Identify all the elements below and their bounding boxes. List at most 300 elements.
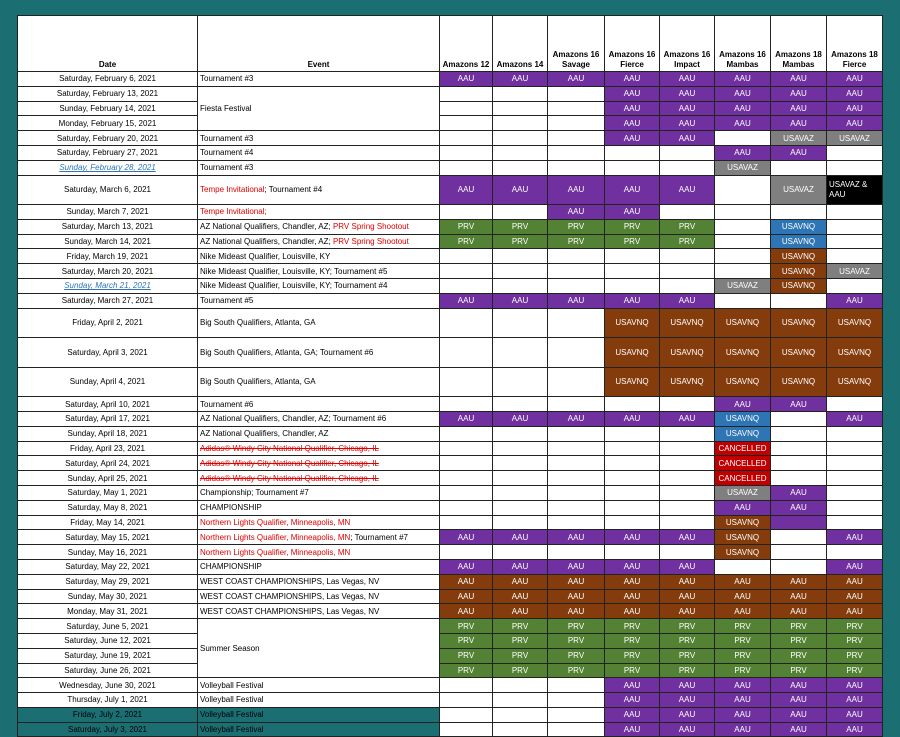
- status-label: AAU: [457, 606, 475, 616]
- team-status-cell: [827, 86, 883, 101]
- table-row: [18, 441, 883, 456]
- status-label: USAVNQ: [670, 318, 704, 328]
- status-label: AAU: [567, 207, 585, 217]
- status-label: AAU: [734, 695, 751, 705]
- team-status-cell: [660, 648, 715, 663]
- event-cell: [198, 205, 440, 220]
- event-text: PRV Spring Shootout: [332, 237, 409, 247]
- status-label: PRV: [623, 651, 641, 661]
- team-status-cell: [548, 397, 605, 412]
- team-status-cell: [440, 308, 493, 338]
- status-label: AAU: [623, 296, 641, 306]
- table-row: [18, 678, 883, 693]
- team-status-cell: [827, 678, 883, 693]
- date-cell: Saturday, March 13, 2021: [18, 219, 198, 234]
- status-label: PRV: [790, 651, 807, 661]
- date-cell: Saturday, May 22, 2021: [18, 559, 198, 574]
- team-status-cell: [440, 86, 493, 101]
- status-label: PRV: [623, 237, 641, 247]
- status-label: AAU: [846, 532, 863, 542]
- team-status-cell: [548, 604, 605, 619]
- status-label: PRV: [678, 237, 696, 247]
- date-cell: Saturday, March 27, 2021: [18, 293, 198, 308]
- status-label: AAU: [846, 562, 863, 572]
- header-amazons-16-savage: Amazons 16 Savage: [548, 16, 605, 72]
- team-status-cell: [493, 441, 548, 456]
- date-cell: Sunday, May 30, 2021: [18, 589, 198, 604]
- team-status-cell: [605, 663, 660, 678]
- table-row: [18, 426, 883, 441]
- status-label: PRV: [457, 237, 475, 247]
- team-status-cell: [660, 530, 715, 545]
- table-row: [18, 397, 883, 412]
- team-status-cell: [548, 205, 605, 220]
- team-status-cell: [660, 397, 715, 412]
- team-status-cell: [493, 589, 548, 604]
- team-status-cell: [493, 485, 548, 500]
- team-status-cell: [493, 145, 548, 160]
- date-cell: Sunday, May 16, 2021: [18, 545, 198, 560]
- team-status-cell: [493, 604, 548, 619]
- team-status-cell: [771, 160, 827, 175]
- event-text: ; Tournament #4: [264, 185, 323, 195]
- status-label: AAU: [846, 74, 863, 84]
- event-cell: [198, 249, 440, 264]
- status-label: AAU: [846, 710, 863, 720]
- status-label: AAU: [790, 399, 807, 409]
- table-row: [18, 160, 883, 175]
- table-row: [18, 411, 883, 426]
- event-cell: [198, 530, 440, 545]
- date-cell: Monday, February 15, 2021: [18, 116, 198, 131]
- status-label: AAU: [567, 532, 585, 542]
- status-label: AAU: [567, 577, 585, 587]
- status-label: PRV: [734, 636, 751, 646]
- team-status-cell: [771, 249, 827, 264]
- team-status-cell: [548, 441, 605, 456]
- status-label: USAVNQ: [725, 377, 760, 387]
- status-label: PRV: [457, 222, 475, 232]
- date-cell: Saturday, May 1, 2021: [18, 485, 198, 500]
- status-label: AAU: [846, 725, 863, 735]
- date-cell: Saturday, February 27, 2021: [18, 145, 198, 160]
- event-text: Tempe Invitational: [200, 185, 265, 195]
- team-status-cell: [605, 574, 660, 589]
- team-status-cell: [827, 471, 883, 486]
- status-label: PRV: [511, 621, 529, 631]
- table-row: [18, 249, 883, 264]
- team-status-cell: [440, 160, 493, 175]
- status-label: USAVNQ: [725, 414, 760, 424]
- team-status-cell: [827, 308, 883, 338]
- team-status-cell: [605, 619, 660, 634]
- team-status-cell: [493, 131, 548, 146]
- team-status-cell: [440, 663, 493, 678]
- date-cell: Saturday, July 3, 2021: [18, 722, 198, 737]
- team-status-cell: [548, 234, 605, 249]
- status-label: AAU: [567, 74, 585, 84]
- header-row: [18, 16, 883, 72]
- team-status-cell: [771, 648, 827, 663]
- team-status-cell: [440, 293, 493, 308]
- team-status-cell: [660, 367, 715, 397]
- status-label: USAVNQ: [837, 347, 872, 357]
- team-status-cell: [548, 515, 605, 530]
- status-label: PRV: [567, 237, 585, 247]
- status-label: USAVNQ: [725, 429, 760, 439]
- table-row: [18, 116, 883, 131]
- header-amazons-18-mambas: Amazons 18 Mambas: [771, 16, 827, 72]
- date-cell: Saturday, February 6, 2021: [18, 72, 198, 87]
- status-label: AAU: [790, 725, 807, 735]
- team-status-cell: [660, 663, 715, 678]
- team-status-cell: [660, 160, 715, 175]
- event-text: Nike Mideast Qualifier, Louisville, KY; Tournament #4: [200, 281, 388, 291]
- team-status-cell: [660, 574, 715, 589]
- team-status-cell: [605, 397, 660, 412]
- team-status-cell: [440, 72, 493, 87]
- team-status-cell: [715, 648, 771, 663]
- team-status-cell: [660, 219, 715, 234]
- status-label: AAU: [846, 103, 863, 113]
- status-label: CANCELLED: [718, 458, 767, 468]
- event-cell: [198, 559, 440, 574]
- status-label: AAU: [734, 74, 751, 84]
- team-status-cell: [715, 545, 771, 560]
- team-status-cell: [771, 633, 827, 648]
- team-status-cell: [548, 485, 605, 500]
- team-status-cell: [440, 722, 493, 737]
- status-label: AAU: [567, 562, 585, 572]
- status-label: AAU: [457, 577, 475, 587]
- event-text: Nike Mideast Qualifier, Louisville, KY: [200, 251, 331, 261]
- status-label: USAVNQ: [781, 251, 816, 261]
- team-status-cell: [605, 279, 660, 294]
- event-cell: [198, 426, 440, 441]
- team-status-cell: [605, 308, 660, 338]
- event-text: Volleyball Festival: [200, 695, 264, 705]
- header-amazons-14: Amazons 14: [493, 16, 548, 72]
- team-status-cell: [440, 456, 493, 471]
- team-status-cell: [660, 722, 715, 737]
- event-cell: [198, 693, 440, 708]
- status-label: CANCELLED: [718, 473, 767, 483]
- team-status-cell: [493, 160, 548, 175]
- team-status-cell: [493, 205, 548, 220]
- team-status-cell: [715, 456, 771, 471]
- event-cell: [198, 219, 440, 234]
- date-cell: Saturday, April 3, 2021: [18, 338, 198, 368]
- team-status-cell: [827, 545, 883, 560]
- team-status-cell: [771, 397, 827, 412]
- status-label: PRV: [511, 237, 529, 247]
- status-label: PRV: [511, 636, 529, 646]
- team-status-cell: [493, 279, 548, 294]
- team-status-cell: [605, 175, 660, 205]
- status-label: AAU: [846, 296, 863, 306]
- status-label: AAU: [623, 710, 641, 720]
- event-text: Big South Qualifiers, Atlanta, GA: [200, 318, 316, 328]
- event-cell: [198, 308, 440, 338]
- status-label: AAU: [790, 118, 807, 128]
- team-status-cell: [715, 397, 771, 412]
- team-status-cell: [493, 397, 548, 412]
- team-status-cell: [440, 426, 493, 441]
- date-cell: Saturday, February 13, 2021: [18, 86, 198, 101]
- status-label: PRV: [623, 621, 641, 631]
- team-status-cell: [827, 116, 883, 131]
- table-row: [18, 367, 883, 397]
- status-label: USAVNQ: [615, 347, 649, 357]
- team-status-cell: [440, 530, 493, 545]
- status-label: AAU: [511, 532, 529, 542]
- status-label: AAU: [790, 710, 807, 720]
- team-status-cell: [715, 500, 771, 515]
- status-label: AAU: [623, 185, 641, 195]
- team-status-cell: [493, 338, 548, 368]
- team-status-cell: [493, 530, 548, 545]
- status-label: PRV: [511, 222, 529, 232]
- table-row: [18, 279, 883, 294]
- status-label: AAU: [846, 680, 863, 690]
- status-label: AAU: [511, 185, 529, 195]
- team-status-cell: [715, 264, 771, 279]
- team-status-cell: [715, 693, 771, 708]
- team-status-cell: [715, 426, 771, 441]
- team-status-cell: [548, 530, 605, 545]
- team-status-cell: [771, 441, 827, 456]
- team-status-cell: [548, 574, 605, 589]
- event-cell: [198, 678, 440, 693]
- team-status-cell: [771, 338, 827, 368]
- table-row: [18, 500, 883, 515]
- event-cell: [198, 441, 440, 456]
- team-status-cell: [548, 678, 605, 693]
- status-label: PRV: [678, 636, 696, 646]
- table-row: [18, 471, 883, 486]
- date-cell: Sunday, March 7, 2021: [18, 205, 198, 220]
- team-status-cell: [771, 219, 827, 234]
- event-cell: [198, 397, 440, 412]
- team-status-cell: [493, 293, 548, 308]
- team-status-cell: [493, 249, 548, 264]
- status-label: AAU: [567, 414, 585, 424]
- team-status-cell: [771, 86, 827, 101]
- date-cell: Friday, April 2, 2021: [18, 308, 198, 338]
- status-label: USAVAZ: [783, 133, 814, 143]
- event-text: AZ National Qualifiers, Chandler, AZ; Tournament #6: [200, 414, 387, 424]
- team-status-cell: [493, 574, 548, 589]
- team-status-cell: [771, 456, 827, 471]
- team-status-cell: [605, 426, 660, 441]
- team-status-cell: [827, 574, 883, 589]
- status-label: PRV: [790, 621, 807, 631]
- table-row: [18, 456, 883, 471]
- team-status-cell: [548, 175, 605, 205]
- date-cell: Wednesday, June 30, 2021: [18, 678, 198, 693]
- date-cell: Saturday, June 12, 2021: [18, 633, 198, 648]
- team-status-cell: [771, 205, 827, 220]
- event-text: Tournament #3: [200, 74, 254, 84]
- team-status-cell: [771, 574, 827, 589]
- team-status-cell: [771, 367, 827, 397]
- status-label: AAU: [567, 296, 585, 306]
- team-status-cell: [771, 264, 827, 279]
- status-label: AAU: [846, 577, 863, 587]
- team-status-cell: [715, 485, 771, 500]
- team-status-cell: [605, 411, 660, 426]
- team-status-cell: [605, 219, 660, 234]
- status-label: AAU: [846, 695, 863, 705]
- team-status-cell: [440, 604, 493, 619]
- team-status-cell: [715, 604, 771, 619]
- team-status-cell: [771, 72, 827, 87]
- team-status-cell: [605, 367, 660, 397]
- team-status-cell: [605, 471, 660, 486]
- date-cell: Sunday, April 4, 2021: [18, 367, 198, 397]
- status-label: AAU: [623, 562, 641, 572]
- team-status-cell: [548, 116, 605, 131]
- team-status-cell: [660, 485, 715, 500]
- team-status-cell: [715, 589, 771, 604]
- team-status-cell: [715, 574, 771, 589]
- event-text: Adidas® Windy City National Qualifier, Chicago, IL: [200, 443, 379, 453]
- team-status-cell: [660, 249, 715, 264]
- team-status-cell: [605, 205, 660, 220]
- team-status-cell: [827, 485, 883, 500]
- event-cell: [198, 574, 440, 589]
- team-status-cell: [440, 367, 493, 397]
- team-status-cell: [548, 101, 605, 116]
- team-status-cell: [827, 72, 883, 87]
- event-cell: [198, 471, 440, 486]
- event-text: Nike Mideast Qualifier, Louisville, KY; Tournament #5: [200, 266, 388, 276]
- status-label: AAU: [511, 296, 529, 306]
- table-row: [18, 648, 883, 663]
- team-status-cell: [493, 500, 548, 515]
- team-status-cell: [660, 633, 715, 648]
- status-label: AAU: [623, 207, 641, 217]
- header-amazons-12: Amazons 12: [440, 16, 493, 72]
- team-status-cell: [440, 131, 493, 146]
- event-cell: [198, 545, 440, 560]
- team-status-cell: [827, 663, 883, 678]
- team-status-cell: [440, 441, 493, 456]
- status-label: USAVNQ: [725, 547, 760, 557]
- date-cell: Sunday, February 28, 2021: [18, 160, 198, 175]
- team-status-cell: [771, 722, 827, 737]
- team-status-cell: [660, 279, 715, 294]
- event-text: PRV Spring Shootout: [332, 222, 409, 232]
- team-status-cell: [440, 648, 493, 663]
- team-status-cell: [660, 145, 715, 160]
- date-cell: Saturday, June 5, 2021: [18, 619, 198, 634]
- team-status-cell: [605, 338, 660, 368]
- status-label: USAVNQ: [725, 347, 760, 357]
- status-label: AAU: [734, 710, 751, 720]
- header-amazons-16-mambas: Amazons 16 Mambas: [715, 16, 771, 72]
- status-label: USAVNQ: [725, 318, 760, 328]
- team-status-cell: [493, 426, 548, 441]
- team-status-cell: [605, 485, 660, 500]
- status-label: PRV: [734, 621, 751, 631]
- schedule-table: [17, 15, 883, 737]
- team-status-cell: [493, 234, 548, 249]
- team-status-cell: [548, 633, 605, 648]
- table-row: [18, 101, 883, 116]
- status-label: AAU: [567, 185, 585, 195]
- team-status-cell: [771, 663, 827, 678]
- team-status-cell: [771, 101, 827, 116]
- team-status-cell: [440, 145, 493, 160]
- status-label: USAVAZ: [783, 185, 814, 195]
- status-label: PRV: [457, 665, 475, 675]
- team-status-cell: [605, 722, 660, 737]
- team-status-cell: [715, 101, 771, 116]
- status-label: USAVNQ: [781, 377, 816, 387]
- status-label: AAU: [790, 591, 807, 601]
- team-status-cell: [605, 648, 660, 663]
- team-status-cell: [548, 219, 605, 234]
- team-status-cell: [715, 722, 771, 737]
- team-status-cell: [660, 678, 715, 693]
- team-status-cell: [493, 722, 548, 737]
- date-cell: Sunday, March 21, 2021: [18, 279, 198, 294]
- status-label: AAU: [790, 680, 807, 690]
- table-row: [18, 86, 883, 101]
- header-amazons-16-fierce: Amazons 16 Fierce: [605, 16, 660, 72]
- team-status-cell: [548, 619, 605, 634]
- table-row: [18, 219, 883, 234]
- status-label: AAU: [567, 606, 585, 616]
- event-text: CHAMPIONSHIP: [200, 503, 262, 513]
- team-status-cell: [440, 205, 493, 220]
- status-label: AAU: [457, 532, 475, 542]
- team-status-cell: [440, 619, 493, 634]
- team-status-cell: [493, 633, 548, 648]
- team-status-cell: [493, 545, 548, 560]
- team-status-cell: [827, 175, 883, 205]
- header-amazons-18-fierce: Amazons 18 Fierce: [827, 16, 883, 72]
- date-cell: Monday, May 31, 2021: [18, 604, 198, 619]
- status-label: AAU: [678, 695, 696, 705]
- status-label: AAU: [734, 577, 751, 587]
- team-status-cell: [440, 500, 493, 515]
- team-status-cell: [493, 86, 548, 101]
- status-label: USAVNQ: [670, 347, 704, 357]
- event-text: Fiesta Festival: [200, 103, 252, 113]
- status-label: PRV: [623, 222, 641, 232]
- team-status-cell: [715, 279, 771, 294]
- date-cell: Sunday, April 25, 2021: [18, 471, 198, 486]
- team-status-cell: [715, 160, 771, 175]
- event-cell: [198, 485, 440, 500]
- team-status-cell: [660, 500, 715, 515]
- event-cell: [198, 722, 440, 737]
- team-status-cell: [548, 367, 605, 397]
- status-label: AAU: [623, 577, 641, 587]
- team-status-cell: [827, 693, 883, 708]
- status-label: PRV: [846, 636, 863, 646]
- team-status-cell: [605, 604, 660, 619]
- team-status-cell: [827, 249, 883, 264]
- date-cell: Saturday, March 20, 2021: [18, 264, 198, 279]
- team-status-cell: [548, 308, 605, 338]
- team-status-cell: [715, 86, 771, 101]
- date-cell: Thursday, July 1, 2021: [18, 693, 198, 708]
- team-status-cell: [771, 426, 827, 441]
- status-label: AAU: [846, 591, 863, 601]
